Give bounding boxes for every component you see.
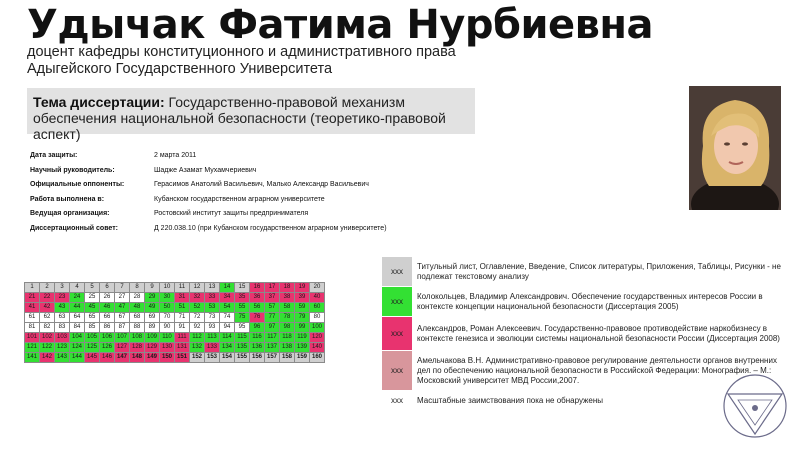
page-cell: 141 xyxy=(25,353,40,363)
page-cell: 160 xyxy=(310,353,325,363)
info-value: 2 марта 2011 xyxy=(154,152,197,159)
page-cell: 74 xyxy=(220,313,235,323)
legend-row xyxy=(382,287,787,317)
page-cell: 80 xyxy=(310,313,325,323)
page-cell: 67 xyxy=(115,313,130,323)
position-line-1: доцент кафедры конституционного и административного права xyxy=(27,44,456,60)
legend-text: Амельчакова В.Н. Административно-правовое регулирование деятельности органов внутренних дел по обеспечению национальной безопасности в Российской Федерации: Монография. – М.: Московский университет МВД России,2007. xyxy=(413,351,787,391)
page-cell: 93 xyxy=(205,323,220,333)
page-cell: 157 xyxy=(265,353,280,363)
info-key: Диссертационный совет: xyxy=(30,224,118,232)
page-cell: 62 xyxy=(40,313,55,323)
page-cell: 38 xyxy=(280,293,295,303)
page-cell: 54 xyxy=(220,303,235,313)
page-cell: 92 xyxy=(190,323,205,333)
page-cell: 9 xyxy=(145,283,160,293)
page-cell: 46 xyxy=(100,303,115,313)
page-cell: 6 xyxy=(100,283,115,293)
page-cell: 64 xyxy=(70,313,85,323)
page-cell: 131 xyxy=(175,343,190,353)
grid-row xyxy=(25,333,325,343)
page-cell: 43 xyxy=(55,303,70,313)
page-cell: 35 xyxy=(235,293,250,303)
page-cell: 134 xyxy=(220,343,235,353)
info-value: Шадже Азамат Мухамчериевич xyxy=(154,166,257,174)
legend-swatch: xxx xyxy=(382,351,413,391)
page-cell: 118 xyxy=(280,333,295,343)
page-cell: 30 xyxy=(160,293,175,303)
page-cell: 60 xyxy=(310,303,325,313)
page-cell: 120 xyxy=(310,333,325,343)
page-cell: 95 xyxy=(235,323,250,333)
page-cell: 14 xyxy=(220,283,235,293)
page-cell: 22 xyxy=(40,293,55,303)
page-coverage-grid xyxy=(24,282,325,363)
info-value: Д 220.038.10 (при Кубанском государственном аграрном университете) xyxy=(154,224,387,232)
page-cell: 126 xyxy=(100,343,115,353)
page-cell: 36 xyxy=(250,293,265,303)
page-cell: 3 xyxy=(55,283,70,293)
page-cell: 44 xyxy=(70,303,85,313)
grid-row xyxy=(25,293,325,303)
author-position xyxy=(27,44,456,78)
page-cell: 47 xyxy=(115,303,130,313)
page-cell: 113 xyxy=(205,333,220,343)
author-name: Удычак Фатима Нурбиевна xyxy=(27,2,654,48)
page-cell: 111 xyxy=(175,333,190,343)
page-cell: 104 xyxy=(70,333,85,343)
page-cell: 31 xyxy=(175,293,190,303)
portrait-illustration xyxy=(689,86,781,210)
page-cell: 110 xyxy=(160,333,175,343)
page-cell: 146 xyxy=(100,353,115,363)
info-key: Дата защиты: xyxy=(30,152,78,159)
grid-row xyxy=(25,353,325,363)
page-cell: 40 xyxy=(310,293,325,303)
page-cell: 122 xyxy=(40,343,55,353)
page-cell: 85 xyxy=(85,323,100,333)
page-cell: 116 xyxy=(250,333,265,343)
page-cell: 26 xyxy=(100,293,115,303)
page-cell: 19 xyxy=(295,283,310,293)
page-cell: 25 xyxy=(85,293,100,303)
page-cell: 75 xyxy=(235,313,250,323)
page-cell: 63 xyxy=(55,313,70,323)
page-cell: 115 xyxy=(235,333,250,343)
page-cell: 145 xyxy=(85,353,100,363)
page-cell: 91 xyxy=(175,323,190,333)
page-cell: 77 xyxy=(265,313,280,323)
page-cell: 86 xyxy=(100,323,115,333)
page-cell: 16 xyxy=(250,283,265,293)
grid-row xyxy=(25,313,325,323)
page-cell: 5 xyxy=(85,283,100,293)
info-key: Научный руководитель: xyxy=(30,166,115,174)
page-cell: 28 xyxy=(130,293,145,303)
page-cell: 51 xyxy=(175,303,190,313)
info-key: Работа выполнена в: xyxy=(30,195,105,203)
page-cell: 158 xyxy=(280,353,295,363)
page-cell: 106 xyxy=(100,333,115,343)
page-cell: 154 xyxy=(220,353,235,363)
page-cell: 53 xyxy=(205,303,220,313)
page-cell: 61 xyxy=(25,313,40,323)
page-cell: 21 xyxy=(25,293,40,303)
page-cell: 7 xyxy=(115,283,130,293)
page-cell: 13 xyxy=(205,283,220,293)
page-cell: 50 xyxy=(160,303,175,313)
page-cell: 81 xyxy=(25,323,40,333)
page-cell: 139 xyxy=(295,343,310,353)
page-cell: 132 xyxy=(190,343,205,353)
page-cell: 138 xyxy=(280,343,295,353)
legend-swatch: xxx xyxy=(382,391,413,411)
page-cell: 18 xyxy=(280,283,295,293)
page-cell: 128 xyxy=(130,343,145,353)
page-cell: 105 xyxy=(85,333,100,343)
page-cell: 52 xyxy=(190,303,205,313)
page-cell: 79 xyxy=(295,313,310,323)
page-cell: 88 xyxy=(130,323,145,333)
page-cell: 98 xyxy=(280,323,295,333)
page-cell: 108 xyxy=(130,333,145,343)
page-cell: 73 xyxy=(205,313,220,323)
page-cell: 33 xyxy=(205,293,220,303)
page-cell: 136 xyxy=(250,343,265,353)
page-cell: 151 xyxy=(175,353,190,363)
page-cell: 42 xyxy=(40,303,55,313)
position-line-2: Адыгейского Государственного Университета xyxy=(27,61,333,77)
page-cell: 68 xyxy=(130,313,145,323)
page-cell: 124 xyxy=(70,343,85,353)
page-cell: 24 xyxy=(70,293,85,303)
grid-row xyxy=(25,303,325,313)
page-cell: 135 xyxy=(235,343,250,353)
page-cell: 137 xyxy=(265,343,280,353)
grid-row xyxy=(25,323,325,333)
page-cell: 82 xyxy=(40,323,55,333)
page-cell: 100 xyxy=(310,323,325,333)
antiplagiat-seal xyxy=(720,372,790,440)
legend-swatch: xxx xyxy=(382,257,413,287)
page-cell: 59 xyxy=(295,303,310,313)
page-cell: 70 xyxy=(160,313,175,323)
page-cell: 148 xyxy=(130,353,145,363)
page-cell: 56 xyxy=(250,303,265,313)
legend-text: Масштабные заимствования пока не обнаружены xyxy=(413,391,787,411)
page-cell: 94 xyxy=(220,323,235,333)
page-cell: 129 xyxy=(145,343,160,353)
page-cell: 12 xyxy=(190,283,205,293)
page-cell: 55 xyxy=(235,303,250,313)
page-cell: 4 xyxy=(70,283,85,293)
page-cell: 127 xyxy=(115,343,130,353)
thesis-label: Тема диссертации: xyxy=(33,94,165,110)
page-cell: 20 xyxy=(310,283,325,293)
page-cell: 57 xyxy=(265,303,280,313)
page-cell: 142 xyxy=(40,353,55,363)
page-cell: 39 xyxy=(295,293,310,303)
page-cell: 29 xyxy=(145,293,160,303)
info-key: Ведущая организация: xyxy=(30,210,110,217)
page-cell: 143 xyxy=(55,353,70,363)
page-cell: 97 xyxy=(265,323,280,333)
legend-text: Александров, Роман Алексеевич. Государственно-правовое противодействие наркобизнесу в контексте генезиса и эволюции системы национальной безопасности России (Диссертация 2008) xyxy=(413,317,787,351)
thesis-text: Государственно-правовой механизм обеспечения национальной безопасности (теоретико-правовой аспект) xyxy=(33,94,446,142)
author-photo xyxy=(689,86,781,210)
page-cell: 156 xyxy=(250,353,265,363)
page-cell: 130 xyxy=(160,343,175,353)
page-cell: 147 xyxy=(115,353,130,363)
page-cell: 109 xyxy=(145,333,160,343)
page-cell: 107 xyxy=(115,333,130,343)
page-cell: 58 xyxy=(280,303,295,313)
page-cell: 125 xyxy=(85,343,100,353)
thesis-box xyxy=(27,88,475,142)
info-value: Герасимов Анатолий Васильевич, Малько Александр Васильевич xyxy=(154,181,369,188)
info-value: Ростовский институт защиты предпринимателя xyxy=(154,210,309,217)
page-cell: 149 xyxy=(145,353,160,363)
page-cell: 71 xyxy=(175,313,190,323)
legend-text: Титульный лист, Оглавление, Введение, Список литературы, Приложения, Таблицы, Рисунки - не подлежат текстовому анализу xyxy=(413,257,787,287)
page-cell: 32 xyxy=(190,293,205,303)
page-cell: 17 xyxy=(265,283,280,293)
grid-row xyxy=(25,283,325,293)
page-cell: 48 xyxy=(130,303,145,313)
page-cell: 140 xyxy=(310,343,325,353)
page-cell: 65 xyxy=(85,313,100,323)
page-cell: 78 xyxy=(280,313,295,323)
page-cell: 96 xyxy=(250,323,265,333)
page-cell: 8 xyxy=(130,283,145,293)
info-value: Кубанском государственном аграрном университете xyxy=(154,195,325,203)
page-cell: 99 xyxy=(295,323,310,333)
legend-row xyxy=(382,257,787,287)
page-cell: 45 xyxy=(85,303,100,313)
page-cell: 76 xyxy=(250,313,265,323)
page-cell: 72 xyxy=(190,313,205,323)
page-cell: 112 xyxy=(190,333,205,343)
page-cell: 41 xyxy=(25,303,40,313)
page-cell: 123 xyxy=(55,343,70,353)
page-cell: 150 xyxy=(160,353,175,363)
page-cell: 37 xyxy=(265,293,280,303)
page-cell: 27 xyxy=(115,293,130,303)
page-cell: 114 xyxy=(220,333,235,343)
page-cell: 90 xyxy=(160,323,175,333)
page-cell: 15 xyxy=(235,283,250,293)
page-cell: 101 xyxy=(25,333,40,343)
page-cell: 103 xyxy=(55,333,70,343)
page-cell: 119 xyxy=(295,333,310,343)
page-cell: 102 xyxy=(40,333,55,343)
page-cell: 49 xyxy=(145,303,160,313)
page-cell: 117 xyxy=(265,333,280,343)
page-cell: 153 xyxy=(205,353,220,363)
page-cell: 69 xyxy=(145,313,160,323)
grid-row xyxy=(25,343,325,353)
page-cell: 34 xyxy=(220,293,235,303)
legend-swatch: xxx xyxy=(382,317,413,351)
page-cell: 11 xyxy=(175,283,190,293)
legend-row xyxy=(382,317,787,351)
page-cell: 2 xyxy=(40,283,55,293)
page-cell: 89 xyxy=(145,323,160,333)
page-cell: 83 xyxy=(55,323,70,333)
legend-swatch: xxx xyxy=(382,287,413,317)
info-key: Официальные оппоненты: xyxy=(30,181,125,188)
page-cell: 66 xyxy=(100,313,115,323)
page-cell: 84 xyxy=(70,323,85,333)
page-cell: 121 xyxy=(25,343,40,353)
page-cell: 144 xyxy=(70,353,85,363)
page-cell: 155 xyxy=(235,353,250,363)
page-cell: 133 xyxy=(205,343,220,353)
page-cell: 159 xyxy=(295,353,310,363)
page-cell: 1 xyxy=(25,283,40,293)
page-cell: 87 xyxy=(115,323,130,333)
page-cell: 152 xyxy=(190,353,205,363)
page-cell: 23 xyxy=(55,293,70,303)
legend-text: Колокольцев, Владимир Александрович. Обеспечение государственных интересов России в контексте концепции национальной безопасности (Диссертация 2005) xyxy=(413,287,787,317)
page-cell: 10 xyxy=(160,283,175,293)
